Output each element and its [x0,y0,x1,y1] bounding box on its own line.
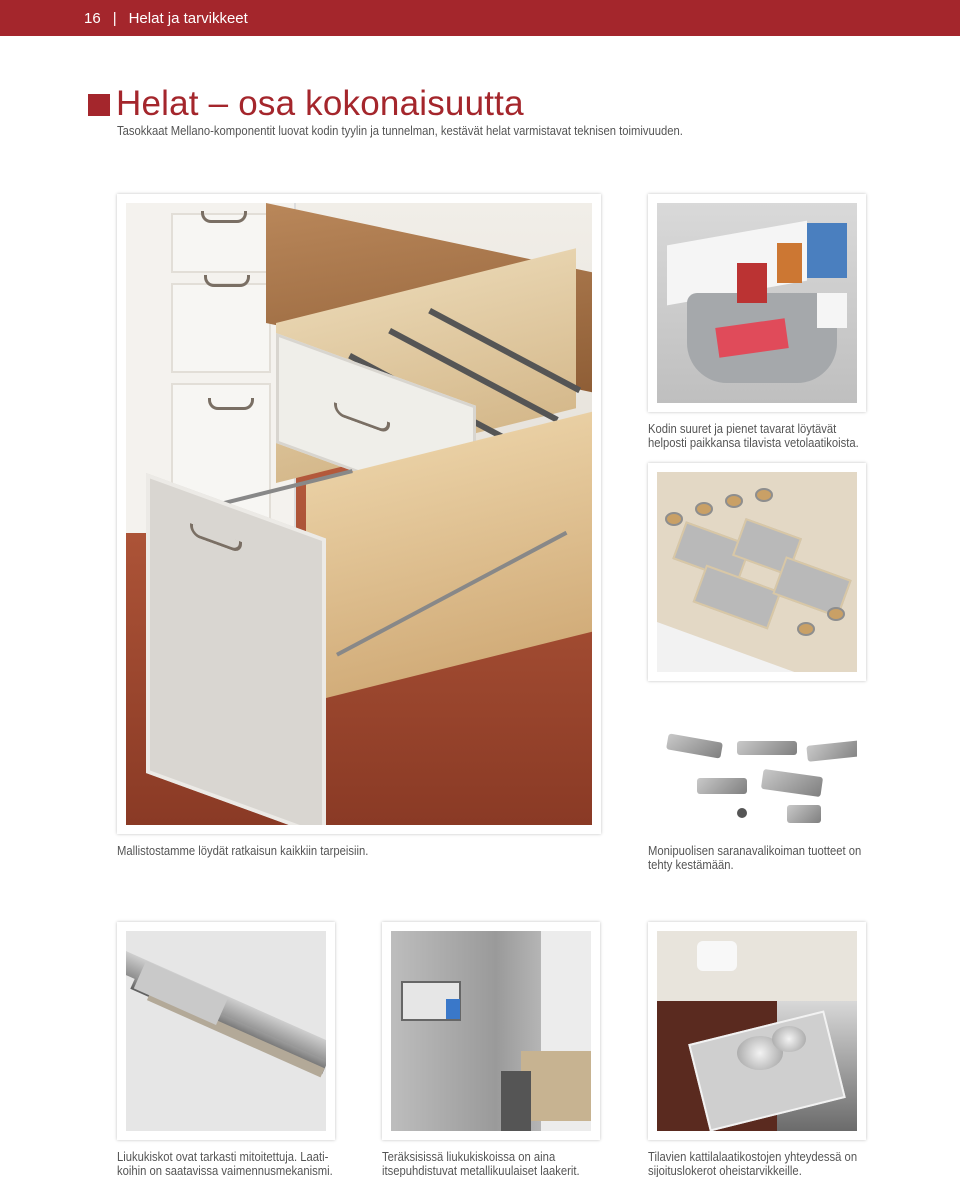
cutlery-drawer-photo [648,463,866,681]
runner-rail [501,1071,531,1131]
slides-photo [117,922,335,1140]
spice-jar [695,502,713,516]
hinges-photo [648,724,866,834]
spice-jar [755,488,773,502]
brand-label-stripe [446,999,460,1019]
section-title: Helat ja tarvikkeet [128,9,248,27]
slides-caption [117,1150,333,1177]
food-box [817,293,847,328]
pantry-drawer-photo [648,194,866,412]
food-box [777,243,802,283]
kettle [697,941,737,971]
spice-jar [827,607,845,621]
handle-icon [190,523,242,554]
spice-jar [665,512,683,526]
spice-jar [797,622,815,636]
pantry-caption-line: helposti paikkansa tilavista vetolaatikoista. [648,436,859,450]
pot-lid [772,1026,806,1052]
hinge-icon [761,769,823,797]
header-separator: | [112,9,117,27]
title-square-icon [88,94,110,116]
slides-caption-line: Liukukiskot ovat tarkasti mitoitettuja. Laati- [117,1150,329,1164]
hinge-icon [806,740,857,762]
spice-jar [725,494,743,508]
steel-caption [382,1150,580,1177]
food-box [737,263,767,303]
drawer-front-edge [657,622,845,672]
pantry-drawer-image [657,203,857,403]
pot-drawer-photo [648,922,866,1140]
hinges-caption-line: tehty kestämään. [648,858,734,872]
steel-caption-line: Teräksisissä liukukiskoissa on aina [382,1150,556,1164]
lower-drawer-front [146,473,326,825]
hinge-icon [666,733,723,758]
page-subtitle: Tasokkaat Mellano-komponentit luovat kodin tyylin ja tunnelman, kestävät helat varmistavat teknisen toimivuuden. [117,124,683,138]
hinges-caption-line: Monipuolisen saranavalikoiman tuotteet on [648,844,862,858]
main-kitchen-photo [117,194,601,834]
pantry-caption [648,422,859,450]
particle-board [521,1051,591,1121]
slides-image [126,931,326,1131]
hinge-plate-icon [787,805,821,823]
header-bar [0,0,960,36]
food-box [807,223,847,278]
page-title-block [88,86,524,122]
handle-icon [334,402,390,434]
hinges-caption [648,844,861,872]
main-kitchen-image [126,203,592,825]
hinge-icon [737,741,797,755]
slides-caption-line: koihin on saatavissa vaimennusmekanismi. [117,1164,333,1177]
steel-caption-line: itsepuhdistuvat metallikuulaiset laakerit. [382,1164,580,1177]
main-caption: Mallistostamme löydät ratkaisun kaikkiin tarpeisiin. [117,844,369,858]
page-number: 16 [84,9,101,27]
countertop [657,931,857,1001]
hinge-icon [697,778,747,794]
pot-drawer-image [657,931,857,1131]
steel-runner-image [391,931,591,1131]
handle-icon [208,398,254,410]
cabinet-door [171,283,271,373]
hinges-image [657,733,857,825]
handle-icon [201,211,247,223]
kitchen-caption [648,1150,857,1177]
hinge-plate-icon [737,808,747,818]
cutlery-drawer-image [657,472,857,672]
steel-runner-photo [382,922,600,1140]
page-title: Helat – osa kokonaisuutta [116,84,524,123]
pantry-caption-line: Kodin suuret ja pienet tavarat löytävät [648,422,837,436]
kitchen-caption-line: sijoituslokerot oheistarvikkeille. [648,1164,802,1177]
kitchen-caption-line: Tilavien kattilalaatikostojen yhteydessä on [648,1150,858,1164]
handle-icon [204,275,250,287]
